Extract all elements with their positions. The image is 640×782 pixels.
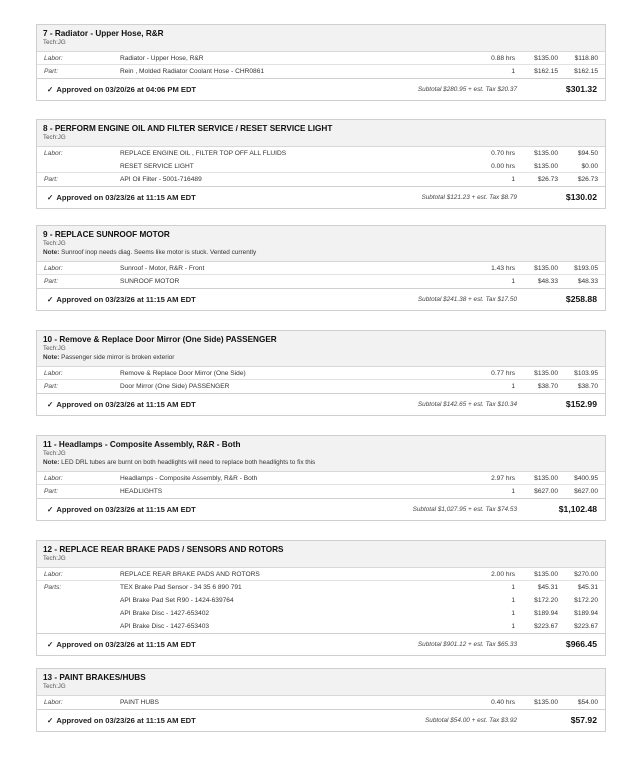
line-type: Labor:: [44, 571, 63, 578]
line-quantity: 1: [511, 68, 515, 75]
line-total: $189.94: [574, 610, 598, 617]
approval-text: Approved on 03/23/26 at 11:15 AM EDT: [56, 193, 196, 202]
line-total: $38.70: [577, 383, 598, 390]
line-description: API Brake Disc - 1427-653403: [120, 623, 210, 630]
job-card: [36, 24, 606, 101]
line-type: Labor:: [44, 699, 63, 706]
approval-text: Approved on 03/23/26 at 11:15 AM EDT: [56, 295, 196, 304]
line-total: $54.00: [577, 699, 598, 706]
job-title: 8 - PERFORM ENGINE OIL AND FILTER SERVICE / RESET SERVICE LIGHT: [43, 124, 333, 133]
line-description: RESET SERVICE LIGHT: [120, 163, 194, 170]
line-items: [37, 472, 605, 498]
check-icon: ✓: [47, 400, 54, 409]
approval-status: [47, 640, 196, 649]
check-icon: ✓: [47, 640, 54, 649]
note-label: Note:: [43, 459, 60, 466]
approval-status: [47, 295, 196, 304]
job-subtotal: Subtotal $1,027.95 + est. Tax $74.53: [412, 506, 517, 513]
job-header: [37, 120, 605, 147]
job-footer: [37, 393, 605, 415]
line-item: [37, 620, 605, 633]
job-tech: Tech:JG: [43, 555, 66, 562]
line-quantity: 1: [511, 597, 515, 604]
job-grand-total: $966.45: [565, 639, 597, 649]
line-type: Part:: [44, 68, 58, 75]
line-type: Parts:: [44, 584, 62, 591]
line-rate: $223.67: [534, 623, 558, 630]
line-item: [37, 568, 605, 581]
approval-status: [47, 716, 196, 725]
line-description: REPLACE ENGINE OIL , FILTER TOP OFF ALL FLUIDS: [120, 150, 287, 157]
job-title: 11 - Headlamps - Composite Assembly, R&R - Both: [43, 440, 241, 449]
line-quantity: 1: [511, 278, 515, 285]
line-rate: $135.00: [534, 150, 558, 157]
approval-text: Approved on 03/23/26 at 11:15 AM EDT: [56, 716, 196, 725]
line-total: $103.95: [574, 370, 598, 377]
job-footer: [37, 498, 605, 520]
job-subtotal: Subtotal $54.00 + est. Tax $3.92: [425, 717, 517, 724]
line-item: [37, 594, 605, 607]
line-item: [37, 275, 605, 288]
job-grand-total: $130.02: [565, 192, 597, 202]
job-footer: [37, 633, 605, 655]
line-description: TEX Brake Pad Sensor - 34 35 6 890 791: [120, 584, 242, 591]
line-total: $223.67: [574, 623, 598, 630]
job-footer: [37, 288, 605, 310]
line-items: [37, 696, 605, 709]
job-header: [37, 541, 605, 568]
line-items: [37, 367, 605, 393]
job-note: [43, 353, 599, 362]
line-item: [37, 173, 605, 186]
line-rate: $135.00: [534, 55, 558, 62]
line-item: [37, 367, 605, 380]
job-card: [36, 435, 606, 521]
line-total: $94.50: [577, 150, 598, 157]
job-tech: Tech:JG: [43, 39, 66, 46]
line-type: Part:: [44, 383, 58, 390]
line-quantity: 0.70 hrs: [491, 150, 515, 157]
job-tech: Tech:JG: [43, 345, 66, 352]
job-header: [37, 331, 605, 367]
job-grand-total: $57.92: [570, 715, 597, 725]
line-description: API Brake Pad Set R90 - 1424-639764: [120, 597, 234, 604]
line-type: Labor:: [44, 265, 63, 272]
job-card: [36, 225, 606, 311]
line-items: [37, 147, 605, 186]
job-header: [37, 25, 605, 52]
line-total: $118.80: [574, 55, 598, 62]
line-type: Part:: [44, 488, 58, 495]
line-quantity: 1: [511, 623, 515, 630]
job-tech: Tech:JG: [43, 450, 66, 457]
check-icon: ✓: [47, 85, 54, 94]
job-subtotal: Subtotal $280.95 + est. Tax $20.37: [417, 86, 517, 93]
line-total: $45.31: [577, 584, 598, 591]
line-item: [37, 696, 605, 709]
line-type: Labor:: [44, 55, 63, 62]
line-item: [37, 607, 605, 620]
job-title: 13 - PAINT BRAKES/HUBS: [43, 673, 146, 682]
line-description: API Oil Filter - 5001-716489: [120, 176, 202, 183]
line-rate: $135.00: [534, 571, 558, 578]
line-total: $0.00: [581, 163, 598, 170]
job-tech: Tech:JG: [43, 683, 66, 690]
line-rate: $26.73: [537, 176, 558, 183]
line-rate: $135.00: [534, 265, 558, 272]
job-footer: [37, 186, 605, 208]
line-items: [37, 262, 605, 288]
line-item: [37, 472, 605, 485]
line-item: [37, 262, 605, 275]
approval-text: Approved on 03/23/26 at 11:15 AM EDT: [56, 400, 196, 409]
job-tech: Tech:JG: [43, 240, 66, 247]
line-quantity: 1: [511, 383, 515, 390]
line-description: PAINT HUBS: [120, 699, 159, 706]
line-type: Labor:: [44, 150, 63, 157]
job-note: [43, 458, 599, 467]
line-items: [37, 568, 605, 633]
check-icon: ✓: [47, 295, 54, 304]
line-quantity: 2.97 hrs: [491, 475, 515, 482]
line-rate: $48.33: [537, 278, 558, 285]
approval-text: Approved on 03/23/26 at 11:15 AM EDT: [56, 640, 196, 649]
line-items: [37, 52, 605, 78]
line-rate: $135.00: [534, 370, 558, 377]
line-item: [37, 380, 605, 393]
job-subtotal: Subtotal $901.12 + est. Tax $65.33: [417, 641, 517, 648]
line-total: $400.95: [574, 475, 598, 482]
line-rate: $38.70: [537, 383, 558, 390]
line-description: SUNROOF MOTOR: [120, 278, 180, 285]
job-footer: [37, 78, 605, 100]
job-title: 9 - REPLACE SUNROOF MOTOR: [43, 230, 170, 239]
line-total: $193.05: [574, 265, 598, 272]
job-subtotal: Subtotal $121.23 + est. Tax $8.79: [421, 194, 517, 201]
line-rate: $172.20: [534, 597, 558, 604]
approval-status: [47, 85, 196, 94]
job-header: [37, 226, 605, 262]
line-quantity: 1: [511, 584, 515, 591]
line-rate: $162.15: [534, 68, 558, 75]
line-type: Labor:: [44, 370, 63, 377]
note-text: Passenger side mirror is broken exterior: [61, 354, 175, 361]
line-type: Part:: [44, 176, 58, 183]
note-text: Sunroof inop needs diag. Seems like motor is stuck. Vented currently: [61, 249, 257, 256]
note-text: LED DRL tubes are burnt on both headlights will need to replace both headlights to fix this: [61, 459, 316, 466]
line-rate: $627.00: [534, 488, 558, 495]
line-quantity: 1: [511, 610, 515, 617]
line-total: $162.15: [574, 68, 598, 75]
line-description: Sunroof - Motor, R&R - Front: [120, 265, 205, 272]
job-footer: [37, 709, 605, 731]
job-note: [43, 248, 599, 257]
line-quantity: 0.88 hrs: [491, 55, 515, 62]
line-description: Radiator - Upper Hose, R&R: [120, 55, 204, 62]
job-header: [37, 669, 605, 696]
line-total: $627.00: [574, 488, 598, 495]
job-subtotal: Subtotal $142.65 + est. Tax $10.34: [417, 401, 517, 408]
line-type: Labor:: [44, 475, 63, 482]
line-quantity: 0.77 hrs: [491, 370, 515, 377]
line-rate: $135.00: [534, 163, 558, 170]
line-item: [37, 52, 605, 65]
note-label: Note:: [43, 354, 60, 361]
approval-status: [47, 400, 196, 409]
line-rate: $135.00: [534, 699, 558, 706]
line-description: Remove & Replace Door Mirror (One Side): [120, 370, 246, 377]
approval-text: Approved on 03/23/26 at 11:15 AM EDT: [56, 505, 196, 514]
check-icon: ✓: [47, 193, 54, 202]
approval-status: [47, 505, 196, 514]
line-rate: $135.00: [534, 475, 558, 482]
line-item: [37, 160, 605, 173]
line-description: API Brake Disc - 1427-653402: [120, 610, 210, 617]
job-grand-total: $152.99: [565, 399, 597, 409]
job-grand-total: $258.88: [565, 294, 597, 304]
job-grand-total: $1,102.48: [558, 504, 597, 514]
line-quantity: 0.40 hrs: [491, 699, 515, 706]
line-item: [37, 65, 605, 78]
line-type: Part:: [44, 278, 58, 285]
line-rate: $189.94: [534, 610, 558, 617]
job-tech: Tech:JG: [43, 134, 66, 141]
job-card: [36, 119, 606, 209]
job-title: 10 - Remove & Replace Door Mirror (One Side) PASSENGER: [43, 335, 277, 344]
line-item: [37, 147, 605, 160]
job-subtotal: Subtotal $241.38 + est. Tax $17.50: [417, 296, 517, 303]
note-label: Note:: [43, 249, 60, 256]
check-icon: ✓: [47, 716, 54, 725]
line-quantity: 2.00 hrs: [491, 571, 515, 578]
line-quantity: 1: [511, 176, 515, 183]
check-icon: ✓: [47, 505, 54, 514]
line-total: $270.00: [574, 571, 598, 578]
line-quantity: 1: [511, 488, 515, 495]
job-title: 7 - Radiator - Upper Hose, R&R: [43, 29, 164, 38]
line-total: $26.73: [577, 176, 598, 183]
line-quantity: 1.43 hrs: [491, 265, 515, 272]
line-description: Headlamps - Composite Assembly, R&R - Both: [120, 475, 258, 482]
job-title: 12 - REPLACE REAR BRAKE PADS / SENSORS AND ROTORS: [43, 545, 284, 554]
line-rate: $45.31: [537, 584, 558, 591]
line-description: REPLACE REAR BRAKE PADS AND ROTORS: [120, 571, 260, 578]
line-item: [37, 581, 605, 594]
line-quantity: 0.00 hrs: [491, 163, 515, 170]
line-description: HEADLIGHTS: [120, 488, 163, 495]
approval-text: Approved on 03/20/26 at 04:06 PM EDT: [56, 85, 197, 94]
line-total: $48.33: [577, 278, 598, 285]
line-item: [37, 485, 605, 498]
line-description: Rein , Molded Radiator Coolant Hose - CHR0861: [120, 68, 265, 75]
job-card: [36, 330, 606, 416]
line-description: Door Mirror (One Side) PASSENGER: [120, 383, 230, 390]
job-grand-total: $301.32: [565, 84, 597, 94]
job-card: [36, 668, 606, 732]
line-total: $172.20: [574, 597, 598, 604]
approval-status: [47, 193, 196, 202]
job-card: [36, 540, 606, 656]
job-header: [37, 436, 605, 472]
